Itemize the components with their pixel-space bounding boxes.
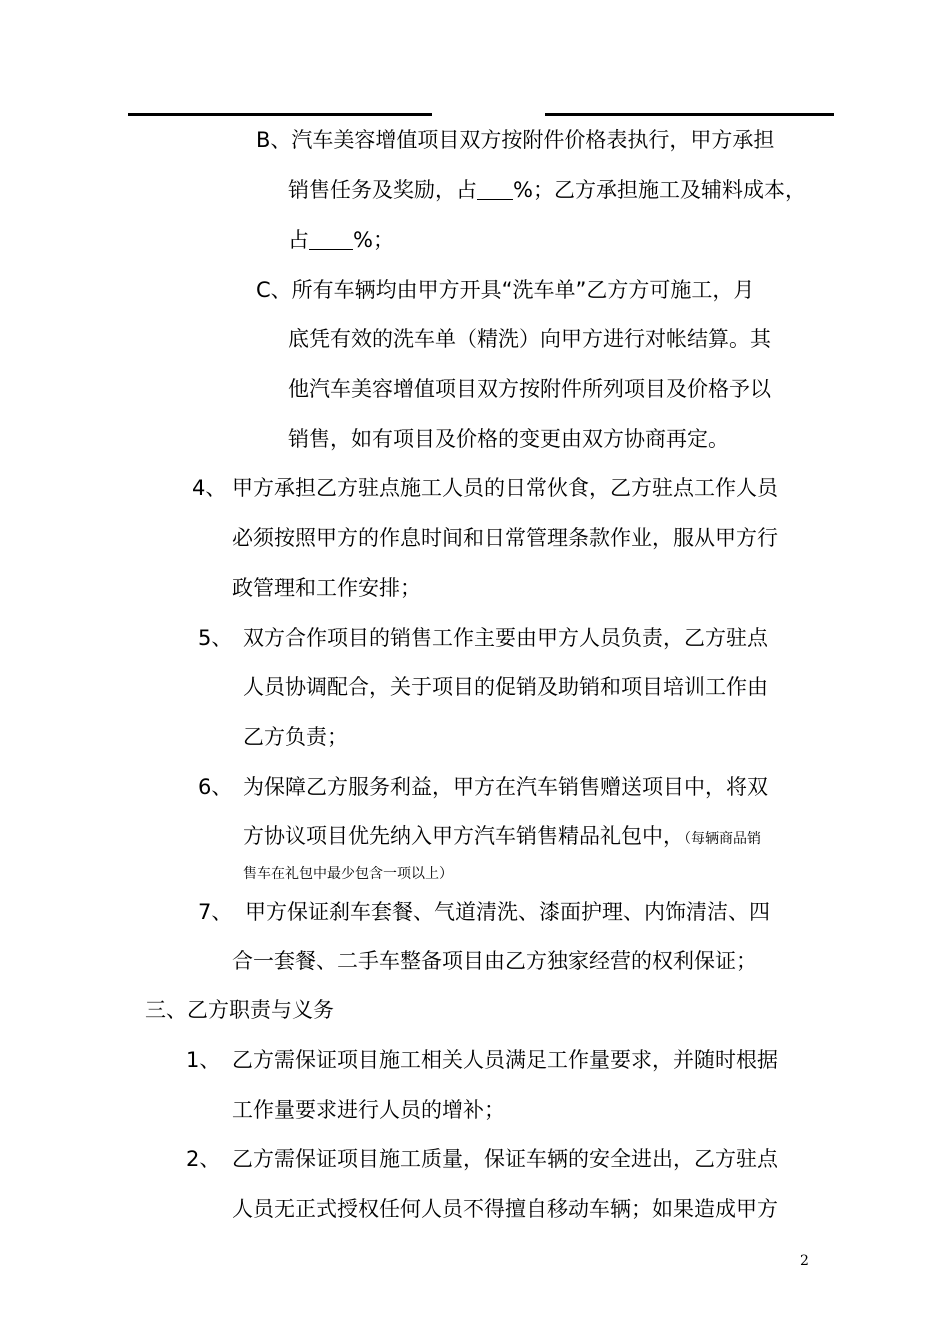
item-b-text-2a: 销售任务及奖励，占 <box>288 178 477 202</box>
item-5-line-2: 人员协调配合，关于项目的促销及助销和项目培训工作由 <box>243 675 768 699</box>
header-rule-right <box>545 113 834 116</box>
item-b-text-3a: 占 <box>288 228 309 252</box>
s3-item-2-line-2: 人员无正式授权任何人员不得擅自移动车辆；如果造成甲方 <box>232 1197 778 1221</box>
item-6-text-2b: （每辆商品销 <box>684 831 761 847</box>
item-c-label: C、 <box>256 278 292 302</box>
item-b-text-2b: %；乙方承担施工及辅料成本， <box>513 178 806 202</box>
item-6-line-1: 为保障乙方服务利益，甲方在汽车销售赠送项目中，将双 <box>243 775 768 799</box>
section-3-heading: 三、乙方职责与义务 <box>145 998 334 1022</box>
item-5-line-3: 乙方负责； <box>243 725 348 749</box>
s3-item-1-number: 1、 <box>186 1048 221 1072</box>
item-c-text-1: 所有车辆均由甲方开具“洗车单”乙方方可施工，月 <box>291 278 755 302</box>
item-c-line-2: 底凭有效的洗车单（精洗）向甲方进行对帐结算。其 <box>288 327 771 351</box>
item-b-line-3 <box>288 226 394 254</box>
item-c-line-4: 销售，如有项目及价格的变更由双方协商再定。 <box>288 427 729 451</box>
item-6-line-2 <box>243 822 761 853</box>
blank-field <box>309 227 353 250</box>
s3-item-1-line-1: 乙方需保证项目施工相关人员满足工作量要求，并随时根据 <box>232 1048 778 1072</box>
item-7-number: 7、 <box>198 900 233 924</box>
item-c-line-3: 他汽车美容增值项目双方按附件所列项目及价格予以 <box>288 377 771 401</box>
s3-item-2-line-1: 乙方需保证项目施工质量，保证车辆的安全进出，乙方驻点 <box>232 1147 778 1171</box>
item-5-line-1: 双方合作项目的销售工作主要由甲方人员负责，乙方驻点 <box>243 626 768 650</box>
item-4-number: 4、 <box>192 476 227 500</box>
item-4-line-2: 必须按照甲方的作息时间和日常管理条款作业，服从甲方行 <box>232 526 778 550</box>
blank-field <box>477 177 513 200</box>
s3-item-1-line-2: 工作量要求进行人员的增补； <box>232 1098 505 1122</box>
item-6-number: 6、 <box>198 775 233 799</box>
item-b-text-3b: %； <box>353 228 394 252</box>
item-b-text-1: 汽车美容增值项目双方按附件价格表执行，甲方承担 <box>291 128 775 152</box>
item-b-line-2 <box>288 176 806 204</box>
item-5-number: 5、 <box>198 626 233 650</box>
item-7-line-1: 甲方保证刹车套餐、气道清洗、漆面护理、内饰清洁、四 <box>245 900 770 924</box>
item-b-line-1 <box>256 126 774 154</box>
header-rule-left <box>128 113 432 116</box>
item-7-line-2: 合一套餐、二手车整备项目由乙方独家经营的权利保证； <box>232 949 757 973</box>
s3-item-2-number: 2、 <box>186 1147 221 1171</box>
item-b-label: B、 <box>256 128 292 152</box>
item-6-line-3: 售车在礼包中最少包含一项以上） <box>243 866 453 882</box>
item-c-line-1 <box>256 276 754 304</box>
item-4-line-3: 政管理和工作安排； <box>232 576 421 600</box>
item-4-line-1: 甲方承担乙方驻点施工人员的日常伙食，乙方驻点工作人员 <box>232 476 778 500</box>
item-6-text-2a: 方协议项目优先纳入甲方汽车销售精品礼包中， <box>243 824 684 848</box>
page-number: 2 <box>800 1253 809 1269</box>
